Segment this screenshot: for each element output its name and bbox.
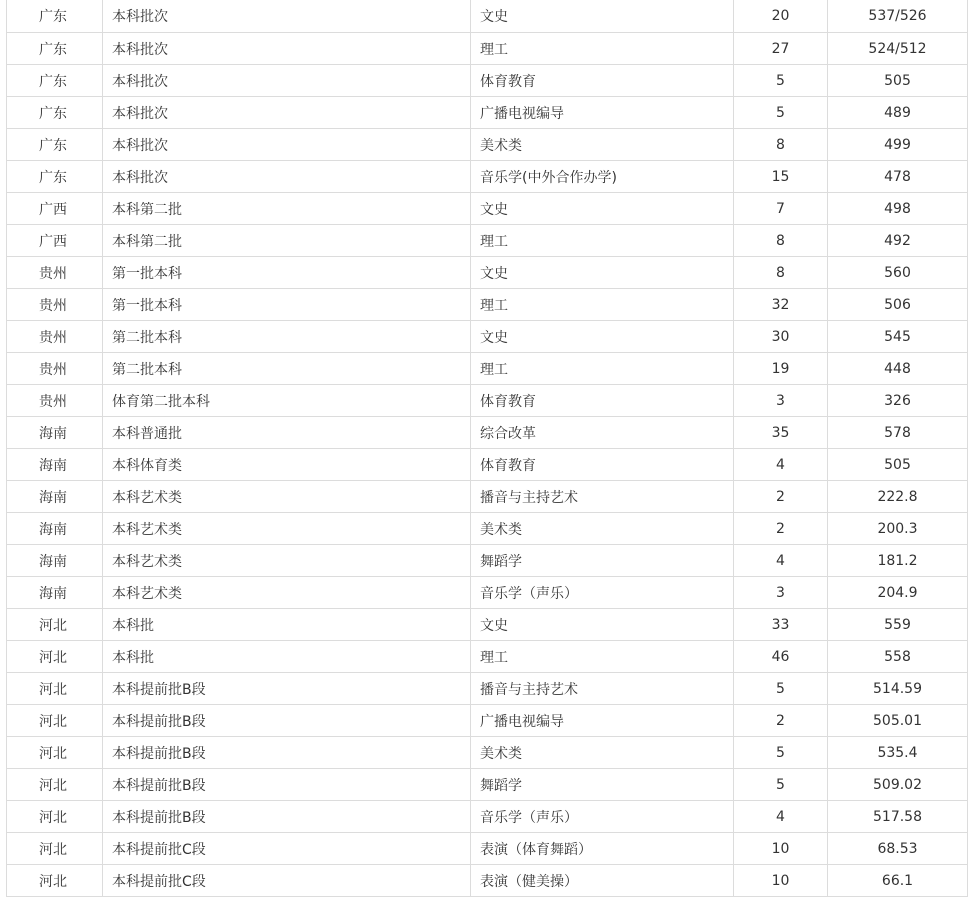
batch-cell: 本科提前批B段 bbox=[103, 737, 471, 769]
table-row bbox=[7, 321, 968, 353]
table-row bbox=[7, 193, 968, 225]
province-cell: 广西 bbox=[7, 225, 103, 257]
min-score-cell: 478 bbox=[828, 161, 968, 193]
table-row bbox=[7, 737, 968, 769]
batch-cell: 本科普通批 bbox=[103, 417, 471, 449]
table-row bbox=[7, 97, 968, 129]
batch-cell: 第二批本科 bbox=[103, 353, 471, 385]
province-cell: 河北 bbox=[7, 705, 103, 737]
enrollment-count-cell: 33 bbox=[734, 609, 828, 641]
major-cell: 理工 bbox=[471, 353, 734, 385]
min-score-cell: 545 bbox=[828, 321, 968, 353]
batch-cell: 本科艺术类 bbox=[103, 481, 471, 513]
major-cell: 广播电视编导 bbox=[471, 97, 734, 129]
min-score-cell: 489 bbox=[828, 97, 968, 129]
enrollment-count-cell: 27 bbox=[734, 33, 828, 65]
major-cell: 播音与主持艺术 bbox=[471, 481, 734, 513]
province-cell: 广东 bbox=[7, 161, 103, 193]
major-cell: 理工 bbox=[471, 225, 734, 257]
enrollment-count-cell: 5 bbox=[734, 97, 828, 129]
major-cell: 体育教育 bbox=[471, 65, 734, 97]
table-row bbox=[7, 641, 968, 673]
batch-cell: 第二批本科 bbox=[103, 321, 471, 353]
major-cell: 表演（健美操） bbox=[471, 865, 734, 897]
province-cell: 河北 bbox=[7, 737, 103, 769]
table-row bbox=[7, 673, 968, 705]
major-cell: 体育教育 bbox=[471, 449, 734, 481]
min-score-cell: 535.4 bbox=[828, 737, 968, 769]
province-cell: 海南 bbox=[7, 513, 103, 545]
table-row bbox=[7, 705, 968, 737]
province-cell: 贵州 bbox=[7, 257, 103, 289]
min-score-cell: 505.01 bbox=[828, 705, 968, 737]
major-cell: 音乐学（声乐） bbox=[471, 801, 734, 833]
admission-score-table bbox=[6, 0, 968, 897]
major-cell: 文史 bbox=[471, 257, 734, 289]
min-score-cell: 499 bbox=[828, 129, 968, 161]
min-score-cell: 204.9 bbox=[828, 577, 968, 609]
batch-cell: 本科提前批B段 bbox=[103, 801, 471, 833]
min-score-cell: 68.53 bbox=[828, 833, 968, 865]
major-cell: 文史 bbox=[471, 609, 734, 641]
province-cell: 河北 bbox=[7, 673, 103, 705]
batch-cell: 本科批次 bbox=[103, 129, 471, 161]
major-cell: 音乐学（声乐） bbox=[471, 577, 734, 609]
enrollment-count-cell: 3 bbox=[734, 577, 828, 609]
table-row bbox=[7, 65, 968, 97]
batch-cell: 本科艺术类 bbox=[103, 545, 471, 577]
province-cell: 海南 bbox=[7, 545, 103, 577]
enrollment-count-cell: 5 bbox=[734, 65, 828, 97]
province-cell: 广东 bbox=[7, 97, 103, 129]
table-row bbox=[7, 449, 968, 481]
major-cell: 理工 bbox=[471, 641, 734, 673]
min-score-cell: 448 bbox=[828, 353, 968, 385]
batch-cell: 第一批本科 bbox=[103, 289, 471, 321]
table-row bbox=[7, 225, 968, 257]
table-row bbox=[7, 769, 968, 801]
table-row bbox=[7, 545, 968, 577]
table-row bbox=[7, 865, 968, 897]
min-score-cell: 492 bbox=[828, 225, 968, 257]
batch-cell: 本科艺术类 bbox=[103, 513, 471, 545]
major-cell: 舞蹈学 bbox=[471, 769, 734, 801]
province-cell: 贵州 bbox=[7, 289, 103, 321]
min-score-cell: 200.3 bbox=[828, 513, 968, 545]
province-cell: 河北 bbox=[7, 833, 103, 865]
table-row bbox=[7, 513, 968, 545]
min-score-cell: 509.02 bbox=[828, 769, 968, 801]
province-cell: 广东 bbox=[7, 0, 103, 33]
province-cell: 广东 bbox=[7, 129, 103, 161]
table-row bbox=[7, 385, 968, 417]
province-cell: 广西 bbox=[7, 193, 103, 225]
min-score-cell: 514.59 bbox=[828, 673, 968, 705]
province-cell: 广东 bbox=[7, 33, 103, 65]
enrollment-count-cell: 5 bbox=[734, 769, 828, 801]
min-score-cell: 505 bbox=[828, 449, 968, 481]
batch-cell: 本科第二批 bbox=[103, 193, 471, 225]
enrollment-count-cell: 2 bbox=[734, 481, 828, 513]
min-score-cell: 524/512 bbox=[828, 33, 968, 65]
table-body bbox=[7, 0, 968, 897]
major-cell: 体育教育 bbox=[471, 385, 734, 417]
province-cell: 河北 bbox=[7, 769, 103, 801]
min-score-cell: 537/526 bbox=[828, 0, 968, 33]
province-cell: 河北 bbox=[7, 641, 103, 673]
table-row bbox=[7, 609, 968, 641]
province-cell: 广东 bbox=[7, 65, 103, 97]
batch-cell: 本科艺术类 bbox=[103, 577, 471, 609]
major-cell: 美术类 bbox=[471, 513, 734, 545]
min-score-cell: 326 bbox=[828, 385, 968, 417]
province-cell: 海南 bbox=[7, 417, 103, 449]
major-cell: 表演（体育舞蹈） bbox=[471, 833, 734, 865]
enrollment-count-cell: 5 bbox=[734, 673, 828, 705]
min-score-cell: 559 bbox=[828, 609, 968, 641]
enrollment-count-cell: 20 bbox=[734, 0, 828, 33]
batch-cell: 体育第二批本科 bbox=[103, 385, 471, 417]
batch-cell: 本科提前批B段 bbox=[103, 673, 471, 705]
batch-cell: 本科批次 bbox=[103, 65, 471, 97]
enrollment-count-cell: 46 bbox=[734, 641, 828, 673]
enrollment-count-cell: 10 bbox=[734, 865, 828, 897]
major-cell: 美术类 bbox=[471, 129, 734, 161]
table-row bbox=[7, 417, 968, 449]
min-score-cell: 578 bbox=[828, 417, 968, 449]
min-score-cell: 517.58 bbox=[828, 801, 968, 833]
major-cell: 美术类 bbox=[471, 737, 734, 769]
min-score-cell: 222.8 bbox=[828, 481, 968, 513]
batch-cell: 本科提前批B段 bbox=[103, 705, 471, 737]
province-cell: 海南 bbox=[7, 577, 103, 609]
enrollment-count-cell: 4 bbox=[734, 449, 828, 481]
major-cell: 舞蹈学 bbox=[471, 545, 734, 577]
enrollment-count-cell: 19 bbox=[734, 353, 828, 385]
enrollment-count-cell: 8 bbox=[734, 225, 828, 257]
province-cell: 贵州 bbox=[7, 385, 103, 417]
table-row bbox=[7, 0, 968, 33]
major-cell: 综合改革 bbox=[471, 417, 734, 449]
batch-cell: 本科批次 bbox=[103, 161, 471, 193]
batch-cell: 本科批次 bbox=[103, 33, 471, 65]
batch-cell: 本科体育类 bbox=[103, 449, 471, 481]
enrollment-count-cell: 5 bbox=[734, 737, 828, 769]
enrollment-count-cell: 7 bbox=[734, 193, 828, 225]
major-cell: 广播电视编导 bbox=[471, 705, 734, 737]
province-cell: 河北 bbox=[7, 865, 103, 897]
enrollment-count-cell: 35 bbox=[734, 417, 828, 449]
enrollment-count-cell: 32 bbox=[734, 289, 828, 321]
province-cell: 河北 bbox=[7, 609, 103, 641]
batch-cell: 本科提前批B段 bbox=[103, 769, 471, 801]
major-cell: 文史 bbox=[471, 0, 734, 33]
min-score-cell: 505 bbox=[828, 65, 968, 97]
min-score-cell: 560 bbox=[828, 257, 968, 289]
province-cell: 贵州 bbox=[7, 321, 103, 353]
enrollment-count-cell: 10 bbox=[734, 833, 828, 865]
enrollment-count-cell: 30 bbox=[734, 321, 828, 353]
major-cell: 理工 bbox=[471, 33, 734, 65]
major-cell: 音乐学(中外合作办学) bbox=[471, 161, 734, 193]
province-cell: 河北 bbox=[7, 801, 103, 833]
major-cell: 理工 bbox=[471, 289, 734, 321]
enrollment-count-cell: 4 bbox=[734, 545, 828, 577]
min-score-cell: 498 bbox=[828, 193, 968, 225]
table-row bbox=[7, 257, 968, 289]
enrollment-count-cell: 2 bbox=[734, 513, 828, 545]
enrollment-count-cell: 8 bbox=[734, 129, 828, 161]
min-score-cell: 558 bbox=[828, 641, 968, 673]
province-cell: 海南 bbox=[7, 449, 103, 481]
enrollment-count-cell: 2 bbox=[734, 705, 828, 737]
batch-cell: 本科第二批 bbox=[103, 225, 471, 257]
enrollment-count-cell: 4 bbox=[734, 801, 828, 833]
province-cell: 贵州 bbox=[7, 353, 103, 385]
major-cell: 文史 bbox=[471, 193, 734, 225]
batch-cell: 本科提前批C段 bbox=[103, 833, 471, 865]
province-cell: 海南 bbox=[7, 481, 103, 513]
batch-cell: 本科批 bbox=[103, 641, 471, 673]
table-row bbox=[7, 33, 968, 65]
batch-cell: 本科提前批C段 bbox=[103, 865, 471, 897]
table-row bbox=[7, 833, 968, 865]
table-row bbox=[7, 161, 968, 193]
min-score-cell: 181.2 bbox=[828, 545, 968, 577]
batch-cell: 第一批本科 bbox=[103, 257, 471, 289]
min-score-cell: 506 bbox=[828, 289, 968, 321]
table-row bbox=[7, 481, 968, 513]
table-row bbox=[7, 353, 968, 385]
min-score-cell: 66.1 bbox=[828, 865, 968, 897]
batch-cell: 本科批次 bbox=[103, 0, 471, 33]
table-row bbox=[7, 289, 968, 321]
enrollment-count-cell: 15 bbox=[734, 161, 828, 193]
major-cell: 文史 bbox=[471, 321, 734, 353]
batch-cell: 本科批次 bbox=[103, 97, 471, 129]
major-cell: 播音与主持艺术 bbox=[471, 673, 734, 705]
enrollment-count-cell: 3 bbox=[734, 385, 828, 417]
table-row bbox=[7, 577, 968, 609]
batch-cell: 本科批 bbox=[103, 609, 471, 641]
table-row bbox=[7, 129, 968, 161]
enrollment-count-cell: 8 bbox=[734, 257, 828, 289]
table-row bbox=[7, 801, 968, 833]
